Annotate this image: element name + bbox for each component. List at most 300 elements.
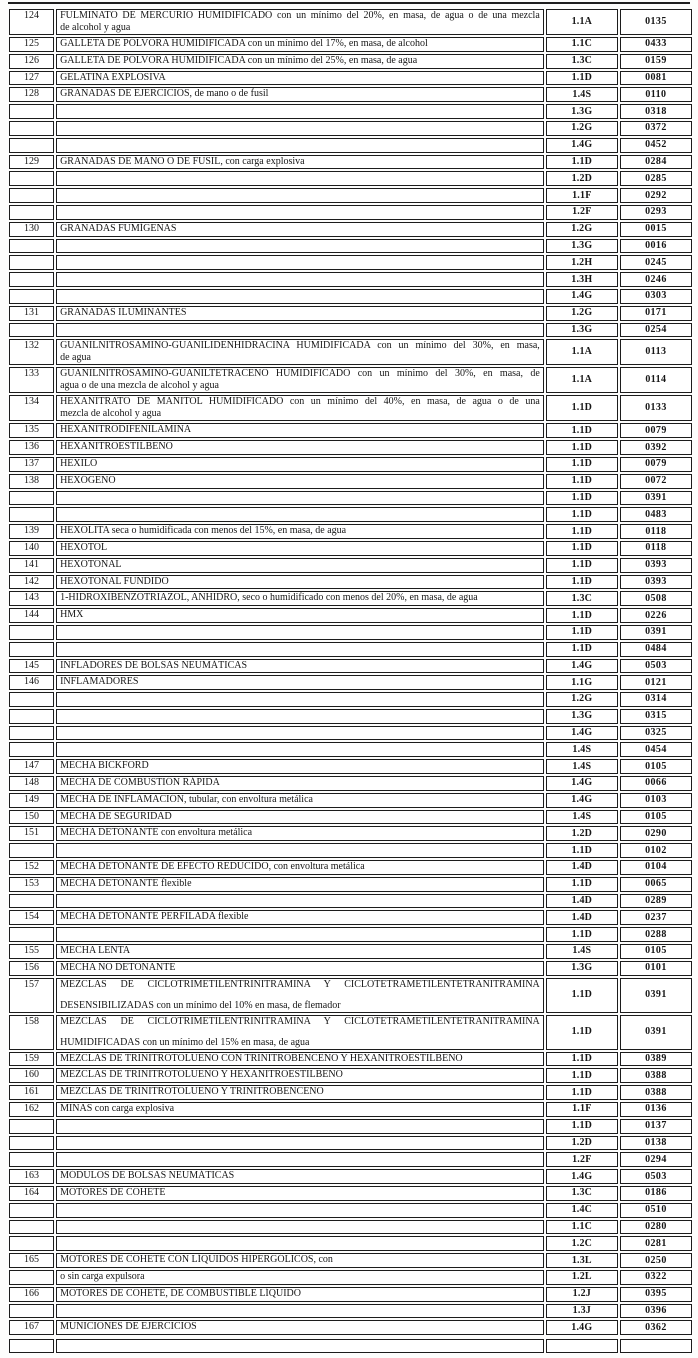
- un-number-cell: 0121: [620, 675, 692, 690]
- table-row: [9, 1169, 692, 1184]
- table-row: [9, 323, 692, 338]
- row-number-cell: [9, 491, 54, 506]
- division-cell: 1.1D: [546, 1068, 618, 1083]
- table-row: [9, 810, 692, 825]
- description-cell: [56, 1136, 544, 1151]
- row-number-cell: [9, 272, 54, 287]
- description-cell: INFLAMADORES: [56, 675, 544, 690]
- row-number-cell: 147: [9, 759, 54, 774]
- description-cell: [56, 9, 544, 35]
- row-number-cell: 158: [9, 1015, 54, 1050]
- table-row: [9, 87, 692, 102]
- description-cell: HEXANITROESTILBENO: [56, 440, 544, 455]
- description-line-2: HUMIDIFICADAS con un mínimo del 15% en masa, de agua: [60, 1036, 310, 1048]
- division-cell: 1.1A: [546, 9, 618, 35]
- un-number-cell: 0105: [620, 810, 692, 825]
- division-cell: 1.3C: [546, 54, 618, 69]
- un-number-cell: 0293: [620, 205, 692, 220]
- division-cell: 1.2G: [546, 692, 618, 707]
- division-cell: 1.2H: [546, 255, 618, 270]
- un-number-cell: 0508: [620, 591, 692, 606]
- description-cell: [56, 289, 544, 304]
- division-cell: 1.3L: [546, 1253, 618, 1268]
- row-number-cell: [9, 927, 54, 942]
- division-cell: 1.1D: [546, 474, 618, 489]
- description-line-1: GUANILNITROSAMINO-GUANILIDENHIDRACINA HUMIDIFICADA con un mínimo del 30%, en masa,: [60, 340, 540, 352]
- un-number-cell: 0372: [620, 121, 692, 136]
- description-cell: [56, 121, 544, 136]
- division-cell: 1.1D: [546, 642, 618, 657]
- un-number-cell: 0391: [620, 491, 692, 506]
- un-number-cell: 0484: [620, 642, 692, 657]
- table-row: [9, 171, 692, 186]
- table-row: [9, 1052, 692, 1067]
- table-row: [9, 575, 692, 590]
- table-row: [9, 877, 692, 892]
- row-number-cell: 167: [9, 1320, 54, 1335]
- un-number-cell: [620, 1339, 692, 1353]
- un-number-cell: 0079: [620, 423, 692, 438]
- row-number-cell: 144: [9, 608, 54, 623]
- division-cell: 1.4S: [546, 759, 618, 774]
- row-number-cell: [9, 1152, 54, 1167]
- division-cell: 1.3G: [546, 323, 618, 338]
- un-number-cell: 0325: [620, 726, 692, 741]
- description-cell: [56, 171, 544, 186]
- un-number-cell: 0105: [620, 759, 692, 774]
- un-number-cell: 0081: [620, 71, 692, 86]
- row-number-cell: 155: [9, 944, 54, 959]
- row-number-cell: [9, 1203, 54, 1218]
- description-cell: MOTORES DE COHETE, DE COMBUSTIBLE LÍQUIDO: [56, 1287, 544, 1302]
- row-number-cell: 157: [9, 978, 54, 1013]
- description-cell: [56, 927, 544, 942]
- division-cell: 1.1A: [546, 339, 618, 365]
- un-number-cell: 0290: [620, 826, 692, 841]
- description-cell: MEZCLAS DE TRINITROTOLUENO Y HEXANITROESTILBENO: [56, 1068, 544, 1083]
- description-cell: [56, 491, 544, 506]
- row-number-cell: 133: [9, 367, 54, 393]
- table-row: [9, 826, 692, 841]
- division-cell: 1.2F: [546, 205, 618, 220]
- description-cell: 1-HIDROXIBENZOTRIAZOL, ANHIDRO, seco o humidificado con menos del 20%, en masa, de agua: [56, 591, 544, 606]
- table-row: [9, 843, 692, 858]
- division-cell: 1.1D: [546, 1119, 618, 1134]
- row-number-cell: [9, 323, 54, 338]
- un-number-cell: 0118: [620, 524, 692, 539]
- row-number-cell: [9, 121, 54, 136]
- row-number-cell: 124: [9, 9, 54, 35]
- division-cell: 1.1D: [546, 978, 618, 1013]
- table-row: [9, 474, 692, 489]
- table-row: [9, 71, 692, 86]
- description-cell: MEZCLAS DE TRINITROTOLUENO CON TRINITROBENCENO Y HEXANITROESTILBENO: [56, 1052, 544, 1067]
- description-cell: [56, 1304, 544, 1319]
- row-number-cell: [9, 625, 54, 640]
- division-cell: 1.1D: [546, 1085, 618, 1100]
- row-number-cell: 127: [9, 71, 54, 86]
- un-number-cell: 0314: [620, 692, 692, 707]
- un-number-cell: 0281: [620, 1236, 692, 1251]
- table-row: [9, 121, 692, 136]
- row-number-cell: 152: [9, 860, 54, 875]
- un-number-cell: 0250: [620, 1253, 692, 1268]
- row-number-cell: 160: [9, 1068, 54, 1083]
- division-cell: 1.1A: [546, 367, 618, 393]
- description-cell: [56, 1119, 544, 1134]
- division-cell: 1.1D: [546, 395, 618, 421]
- table-row: [9, 860, 692, 875]
- description-cell: [56, 642, 544, 657]
- row-number-cell: [9, 239, 54, 254]
- description-cell: HEXANITRODIFENILAMINA: [56, 423, 544, 438]
- description-cell: [56, 1152, 544, 1167]
- row-number-cell: 134: [9, 395, 54, 421]
- row-number-cell: [9, 289, 54, 304]
- division-cell: 1.1D: [546, 507, 618, 522]
- table-row: [9, 1068, 692, 1083]
- description-cell: MECHA DETONANTE flexible: [56, 877, 544, 892]
- division-cell: 1.1G: [546, 675, 618, 690]
- description-cell: [56, 1339, 544, 1353]
- un-number-cell: 0138: [620, 1136, 692, 1151]
- description-cell: [56, 742, 544, 757]
- description-line-1: MEZCLAS DE CICLOTRIMETILENTRINITRAMINA Y CICLOTETRAMETILENTETRANITRAMINA: [60, 978, 540, 990]
- un-number-cell: 0110: [620, 87, 692, 102]
- row-number-cell: [9, 188, 54, 203]
- un-number-cell: 0113: [620, 339, 692, 365]
- un-number-cell: 0315: [620, 709, 692, 724]
- division-cell: 1.2D: [546, 171, 618, 186]
- row-number-cell: [9, 104, 54, 119]
- table-row: [9, 1304, 692, 1319]
- row-number-cell: [9, 642, 54, 657]
- description-cell: GRANADAS FUMÍGENAS: [56, 222, 544, 237]
- next-row-cut-edge: [7, 1337, 694, 1355]
- description-cell: MOTORES DE COHETE: [56, 1186, 544, 1201]
- table-row: [9, 37, 692, 52]
- description-cell: [56, 978, 544, 1013]
- table-row: [9, 978, 692, 1013]
- division-cell: 1.4D: [546, 910, 618, 925]
- table-row: [9, 692, 692, 707]
- description-cell: INFLADORES DE BOLSAS NEUMÁTICAS: [56, 659, 544, 674]
- row-number-cell: 146: [9, 675, 54, 690]
- description-line-1: FULMINATO DE MERCURIO HUMIDIFICADO con un mínimo del 20%, en masa, de agua o de una mezcla: [60, 10, 540, 21]
- division-cell: 1.3G: [546, 104, 618, 119]
- description-cell: MECHA BICKFORD: [56, 759, 544, 774]
- division-cell: 1.1D: [546, 71, 618, 86]
- row-number-cell: 142: [9, 575, 54, 590]
- table-row: [9, 491, 692, 506]
- un-number-cell: 0226: [620, 608, 692, 623]
- description-cell: MECHA NO DETONANTE: [56, 961, 544, 976]
- un-number-cell: 0101: [620, 961, 692, 976]
- un-number-cell: 0079: [620, 457, 692, 472]
- table-row: [9, 9, 692, 35]
- table-row: [9, 1186, 692, 1201]
- un-number-cell: 0391: [620, 978, 692, 1013]
- description-cell: [56, 507, 544, 522]
- division-cell: 1.1D: [546, 423, 618, 438]
- division-cell: 1.4G: [546, 793, 618, 808]
- row-number-cell: 132: [9, 339, 54, 365]
- table-row: [9, 608, 692, 623]
- un-number-cell: 0254: [620, 323, 692, 338]
- table-row: [9, 54, 692, 69]
- row-number-cell: 164: [9, 1186, 54, 1201]
- un-number-cell: 0503: [620, 659, 692, 674]
- row-number-cell: 149: [9, 793, 54, 808]
- division-cell: 1.3G: [546, 709, 618, 724]
- row-number-cell: 141: [9, 558, 54, 573]
- table-row: [9, 1270, 692, 1285]
- un-number-cell: 0294: [620, 1152, 692, 1167]
- description-cell: HEXOTOL: [56, 541, 544, 556]
- description-cell: GRANADAS ILUMINANTES: [56, 306, 544, 321]
- division-cell: 1.4S: [546, 810, 618, 825]
- row-number-cell: 151: [9, 826, 54, 841]
- division-cell: 1.1D: [546, 1015, 618, 1050]
- un-number-cell: 0171: [620, 306, 692, 321]
- un-number-cell: 0015: [620, 222, 692, 237]
- row-number-cell: [9, 255, 54, 270]
- row-number-cell: 148: [9, 776, 54, 791]
- table-row: [9, 222, 692, 237]
- table-row: [9, 289, 692, 304]
- un-number-cell: 0103: [620, 793, 692, 808]
- description-line-2: agua o de una mezcla de alcohol y agua: [60, 380, 219, 392]
- table-row: [9, 541, 692, 556]
- description-cell: [56, 395, 544, 421]
- un-number-cell: 0433: [620, 37, 692, 52]
- row-number-cell: 130: [9, 222, 54, 237]
- division-cell: 1.4G: [546, 289, 618, 304]
- division-cell: 1.2F: [546, 1152, 618, 1167]
- description-cell: MOTORES DE COHETE CON LÍQUIDOS HIPERGÓLICOS, con: [56, 1253, 544, 1268]
- description-cell: [56, 138, 544, 153]
- description-line-2: mezcla de alcohol y agua: [60, 408, 162, 420]
- description-cell: [56, 339, 544, 365]
- explosives-table: [7, 7, 694, 1337]
- division-cell: 1.4C: [546, 1203, 618, 1218]
- table-row: [9, 1320, 692, 1335]
- row-number-cell: [9, 709, 54, 724]
- table-row: [9, 395, 692, 421]
- un-number-cell: 0280: [620, 1220, 692, 1235]
- row-number-cell: [9, 1304, 54, 1319]
- division-cell: 1.4S: [546, 742, 618, 757]
- row-number-cell: [9, 205, 54, 220]
- division-cell: 1.3J: [546, 1304, 618, 1319]
- un-number-cell: 0285: [620, 171, 692, 186]
- description-cell: [56, 1236, 544, 1251]
- un-number-cell: 0292: [620, 188, 692, 203]
- table-row: [9, 1253, 692, 1268]
- description-cell: GRANADAS DE MANO O DE FUSIL, con carga explosiva: [56, 155, 544, 170]
- un-number-cell: 0133: [620, 395, 692, 421]
- table-row: [9, 776, 692, 791]
- description-cell: HMX: [56, 608, 544, 623]
- division-cell: 1.3H: [546, 272, 618, 287]
- un-number-cell: 0389: [620, 1052, 692, 1067]
- row-number-cell: 156: [9, 961, 54, 976]
- un-number-cell: 0284: [620, 155, 692, 170]
- un-number-cell: 0136: [620, 1102, 692, 1117]
- un-number-cell: 0118: [620, 541, 692, 556]
- description-cell: [56, 188, 544, 203]
- row-number-cell: [9, 1270, 54, 1285]
- description-cell: MECHA DE INFLAMACIÓN, tubular, con envoltura metálica: [56, 793, 544, 808]
- un-number-cell: 0388: [620, 1068, 692, 1083]
- division-cell: 1.1D: [546, 440, 618, 455]
- table-row: [9, 104, 692, 119]
- description-line-2: DESENSIBILIZADAS con un mínimo del 10% en masa, de flemador: [60, 999, 341, 1011]
- description-cell: [56, 272, 544, 287]
- division-cell: 1.2G: [546, 306, 618, 321]
- table-row: [9, 339, 692, 365]
- description-cell: GRANADAS DE EJERCICIOS, de mano o de fusil: [56, 87, 544, 102]
- division-cell: 1.1D: [546, 491, 618, 506]
- division-cell: 1.1D: [546, 877, 618, 892]
- table-row: [9, 894, 692, 909]
- division-cell: 1.2C: [546, 1236, 618, 1251]
- table-row: [9, 1339, 692, 1353]
- un-number-cell: 0065: [620, 877, 692, 892]
- description-cell: HEXOTONAL: [56, 558, 544, 573]
- division-cell: 1.1D: [546, 1052, 618, 1067]
- division-cell: 1.2G: [546, 121, 618, 136]
- table-row: [9, 961, 692, 976]
- un-number-cell: 0245: [620, 255, 692, 270]
- un-number-cell: 0393: [620, 575, 692, 590]
- division-cell: 1.4D: [546, 860, 618, 875]
- row-number-cell: 145: [9, 659, 54, 674]
- division-cell: 1.1C: [546, 37, 618, 52]
- division-cell: 1.4G: [546, 1169, 618, 1184]
- description-cell: [56, 255, 544, 270]
- description-line-1: MEZCLAS DE CICLOTRIMETILENTRINITRAMINA Y CICLOTETRAMETILENTETRANITRAMINA: [60, 1015, 540, 1027]
- division-cell: 1.4S: [546, 87, 618, 102]
- un-number-cell: 0237: [620, 910, 692, 925]
- description-cell: [56, 726, 544, 741]
- row-number-cell: 165: [9, 1253, 54, 1268]
- row-number-cell: 126: [9, 54, 54, 69]
- table-row: [9, 591, 692, 606]
- row-number-cell: [9, 1220, 54, 1235]
- un-number-cell: 0318: [620, 104, 692, 119]
- division-cell: 1.2G: [546, 222, 618, 237]
- un-number-cell: 0510: [620, 1203, 692, 1218]
- row-number-cell: 138: [9, 474, 54, 489]
- table-row: [9, 793, 692, 808]
- row-number-cell: 125: [9, 37, 54, 52]
- description-cell: [56, 205, 544, 220]
- table-row: [9, 709, 692, 724]
- description-cell: [56, 692, 544, 707]
- description-cell: HEXOTONAL FUNDIDO: [56, 575, 544, 590]
- table-row: [9, 625, 692, 640]
- table-row: [9, 759, 692, 774]
- table-row: [9, 440, 692, 455]
- row-number-cell: 159: [9, 1052, 54, 1067]
- un-number-cell: 0322: [620, 1270, 692, 1285]
- description-cell: [56, 709, 544, 724]
- table-row: [9, 642, 692, 657]
- row-number-cell: 163: [9, 1169, 54, 1184]
- division-cell: 1.1D: [546, 927, 618, 942]
- un-number-cell: 0395: [620, 1287, 692, 1302]
- description-cell: [56, 1015, 544, 1050]
- un-number-cell: 0246: [620, 272, 692, 287]
- row-number-cell: 154: [9, 910, 54, 925]
- table-body: [9, 9, 692, 1335]
- description-cell: HEXÓGENO: [56, 474, 544, 489]
- description-cell: [56, 1203, 544, 1218]
- division-cell: 1.4S: [546, 944, 618, 959]
- description-cell: GELATINA EXPLOSIVA: [56, 71, 544, 86]
- description-cell: MINAS con carga explosiva: [56, 1102, 544, 1117]
- row-number-cell: 128: [9, 87, 54, 102]
- table-row: [9, 1203, 692, 1218]
- row-number-cell: 135: [9, 423, 54, 438]
- division-cell: 1.2D: [546, 1136, 618, 1151]
- division-cell: 1.1F: [546, 1102, 618, 1117]
- description-cell: [56, 323, 544, 338]
- division-cell: 1.4G: [546, 726, 618, 741]
- description-cell: MUNICIONES DE EJERCICIOS: [56, 1320, 544, 1335]
- row-number-cell: 162: [9, 1102, 54, 1117]
- table-row: [9, 272, 692, 287]
- division-cell: 1.1D: [546, 625, 618, 640]
- description-cell: [56, 625, 544, 640]
- description-cell: o sin carga expulsora: [56, 1270, 544, 1285]
- table-row: [9, 306, 692, 321]
- table-row: [9, 558, 692, 573]
- division-cell: 1.4D: [546, 894, 618, 909]
- table-row: [9, 188, 692, 203]
- row-number-cell: [9, 742, 54, 757]
- un-number-cell: 0114: [620, 367, 692, 393]
- table-row: [9, 507, 692, 522]
- description-cell: GALLETA DE PÓLVORA HUMIDIFICADA con un mínimo del 17%, en masa, de alcohol: [56, 37, 544, 52]
- table-row: [9, 138, 692, 153]
- row-number-cell: [9, 138, 54, 153]
- description-cell: MECHA DETONANTE DE EFECTO REDUCIDO, con envoltura metálica: [56, 860, 544, 875]
- un-number-cell: 0288: [620, 927, 692, 942]
- un-number-cell: 0159: [620, 54, 692, 69]
- un-number-cell: 0392: [620, 440, 692, 455]
- row-number-cell: [9, 843, 54, 858]
- row-number-cell: [9, 1339, 54, 1353]
- table-row: [9, 255, 692, 270]
- description-cell: HEXILO: [56, 457, 544, 472]
- table-row: [9, 155, 692, 170]
- division-cell: 1.4G: [546, 659, 618, 674]
- table-row: [9, 659, 692, 674]
- table-row: [9, 1152, 692, 1167]
- table-row: [9, 1136, 692, 1151]
- description-line-2: de alcohol y agua: [60, 22, 131, 33]
- division-cell: 1.3C: [546, 1186, 618, 1201]
- division-cell: 1.3G: [546, 239, 618, 254]
- un-number-cell: 0289: [620, 894, 692, 909]
- row-number-cell: [9, 1236, 54, 1251]
- division-cell: 1.3C: [546, 591, 618, 606]
- un-number-cell: 0362: [620, 1320, 692, 1335]
- un-number-cell: 0016: [620, 239, 692, 254]
- un-number-cell: 0391: [620, 1015, 692, 1050]
